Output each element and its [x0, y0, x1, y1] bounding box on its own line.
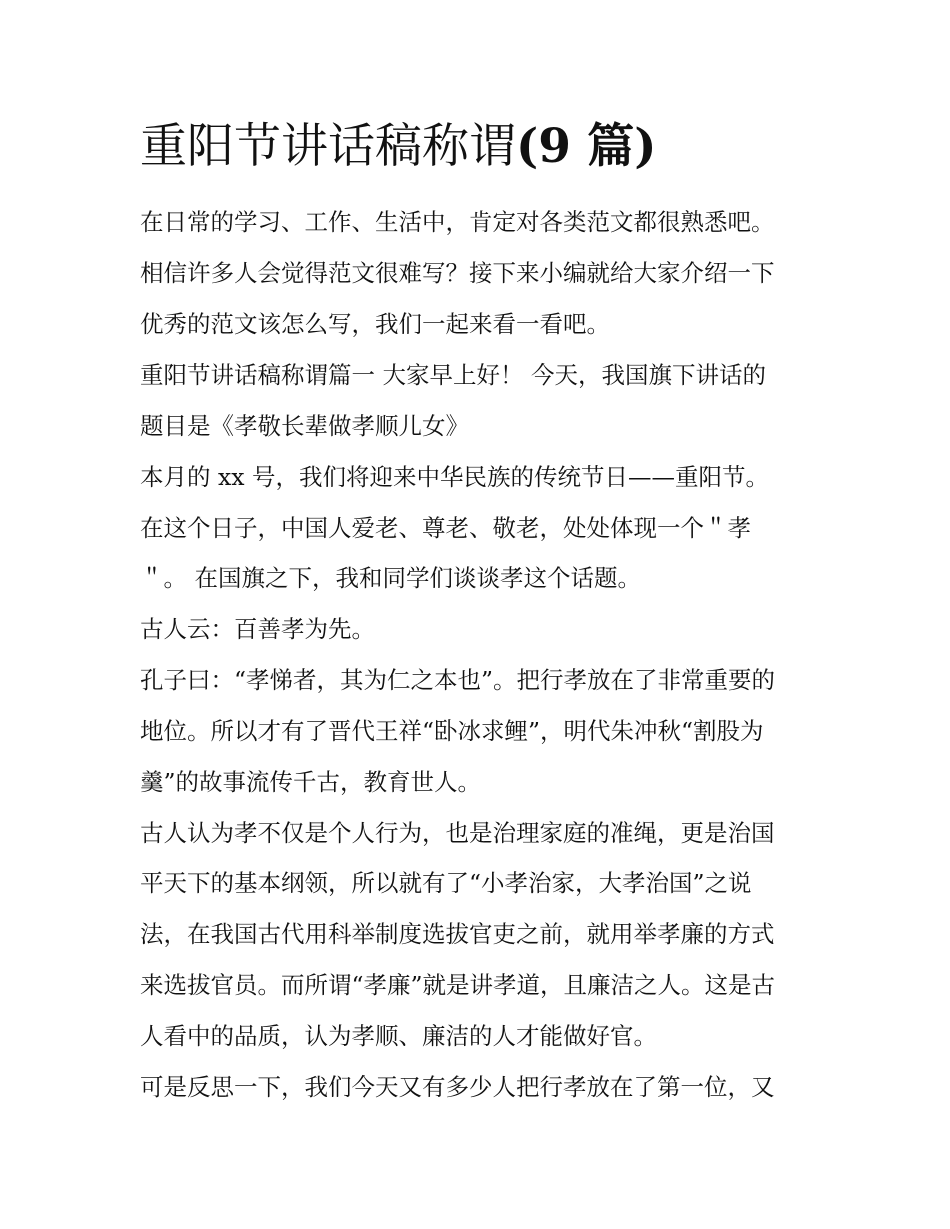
title-main: 重阳节讲话稿称谓	[140, 119, 516, 174]
page-title	[140, 116, 657, 178]
body-line: 羹”的故事流传千古，教育世人。	[140, 768, 482, 796]
body-line: 地位。所以才有了晋代王祥“卧冰求鲤”，明代朱冲秋“割股为	[140, 717, 764, 745]
body-line: 相信许多人会觉得范文很难写？接下来小编就给大家介绍一下	[140, 259, 775, 287]
body-line: 在日常的学习、工作、生活中，肯定对各类范文都很熟悉吧。	[140, 208, 775, 236]
body-line: 在这个日子，中国人爱老、尊老、敬老，处处体现一个＂孝	[140, 514, 751, 542]
title-suffix: (9 篇)	[516, 119, 657, 174]
body-line: 平天下的基本纲领，所以就有了“小孝治家，大孝治国”之说	[140, 869, 752, 897]
body-line: 可是反思一下，我们今天又有多少人把行孝放在了第一位，又	[140, 1073, 775, 1101]
body-line: 古人云：百善孝为先。	[140, 615, 375, 643]
body-line: 来选拔官员。而所谓“孝廉”就是讲孝道，且廉洁之人。这是古	[140, 971, 776, 999]
body-line: 本月的 xx 号，我们将迎来中华民族的传统节日——重阳节。	[140, 463, 769, 491]
body-line: 古人认为孝不仅是个人行为，也是治理家庭的准绳，更是治国	[140, 819, 775, 847]
body-line: 法，在我国古代用科举制度选拔官吏之前，就用举孝廉的方式	[140, 920, 775, 948]
body-line: 人看中的品质，认为孝顺、廉洁的人才能做好官。	[140, 1022, 657, 1050]
body-line: ＂。 在国旗之下，我和同学们谈谈孝这个话题。	[140, 564, 641, 592]
body-line: 题目是《孝敬长辈做孝顺儿女》	[140, 412, 469, 440]
body-line: 优秀的范文该怎么写，我们一起来看一看吧。	[140, 310, 610, 338]
body-line: 孔子曰：“孝悌者，其为仁之本也”。把行孝放在了非常重要的	[140, 666, 776, 694]
body-line: 重阳节讲话稿称谓篇一 大家早上好！ 今天，我国旗下讲话的	[140, 361, 766, 389]
